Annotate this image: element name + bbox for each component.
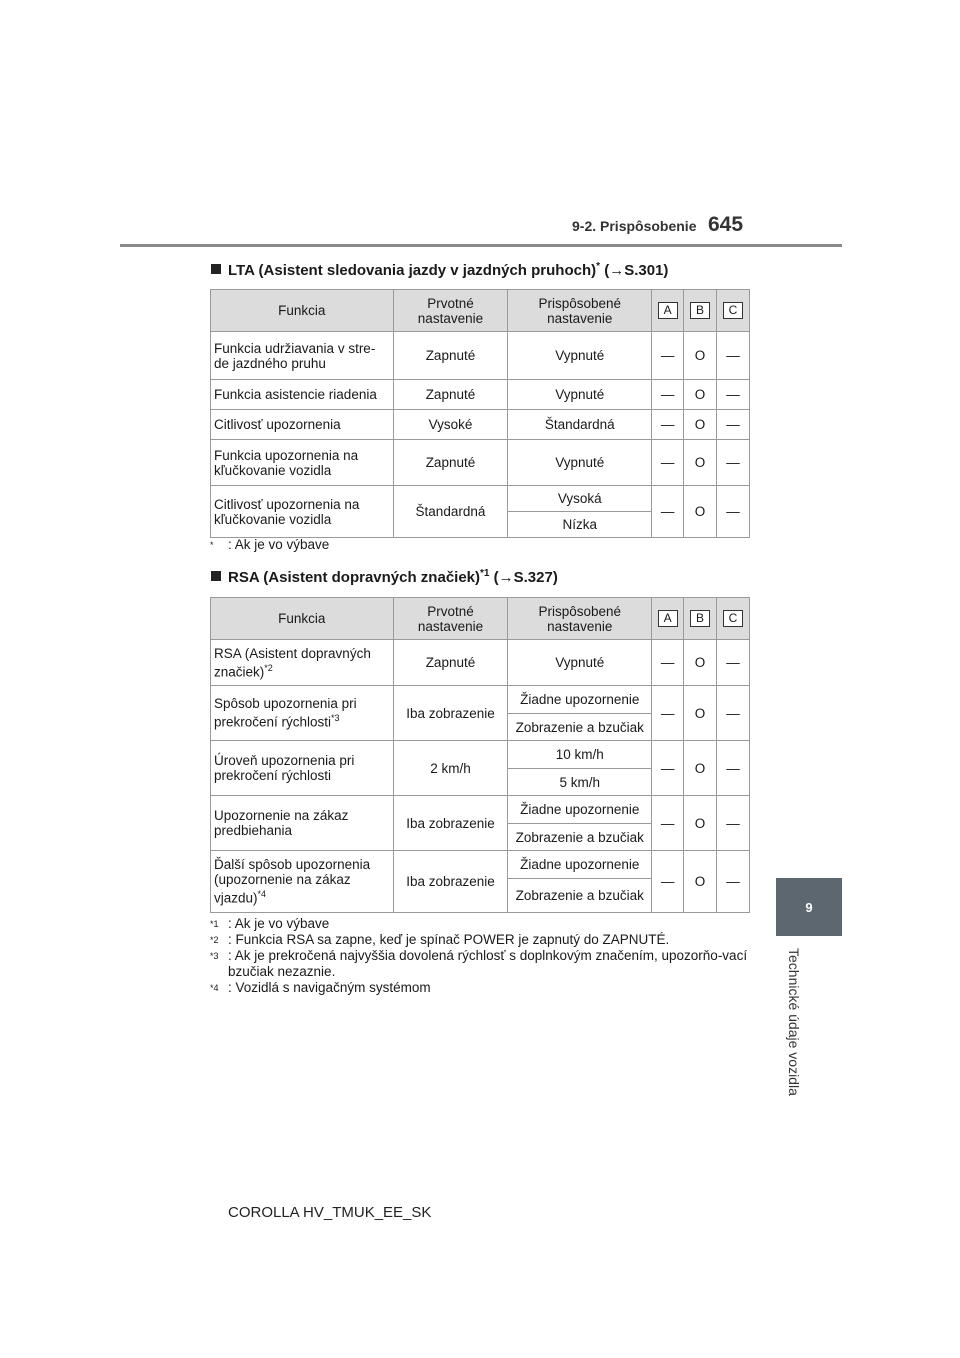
table-row: Citlivosť upozornenia na kľučkovanie vozidla Štandardná Vysoká — O — [211, 486, 750, 512]
footnote: * : Ak je vo výbave [210, 537, 330, 552]
col-header-b: B [684, 598, 717, 640]
footnote: *3 : Ak je prekročená najvyššia dovolená rýchlosť s doplnkovým značením, upozorňo-vací bzučiak nezaznie. [210, 948, 748, 979]
col-header-custom: Prispôsobené nastavenie [508, 290, 652, 332]
lta-page-ref[interactable]: (→S.301) [604, 262, 669, 279]
table-row: Zobrazenie a bzučiak [211, 879, 750, 913]
table-header-row [211, 290, 750, 332]
lta-footnotes [210, 537, 329, 553]
section-heading: 9-2. Prispôsobenie [572, 218, 697, 234]
table-row: Funkcia upozornenia na kľučkovanie vozidla Zapnuté Vypnuté — O — [211, 440, 750, 486]
col-header-function: Funkcia [211, 598, 394, 640]
col-header-a: A [652, 598, 684, 640]
col-header-c: C [717, 290, 750, 332]
table-row: Ďalší spôsob upozornenia (upozornenie na zákaz vjazdu)$^{*4}$ Iba zobrazenie Žiadne upozornenie — O — [211, 851, 750, 879]
table-row: Nízka [211, 512, 750, 538]
rsa-footnotes [210, 916, 750, 996]
footnote: *1 : Ak je vo výbave [210, 916, 330, 931]
col-header-default: Prvotné nastavenie [393, 598, 508, 640]
col-header-b: B [684, 290, 717, 332]
square-bullet-icon [211, 571, 221, 581]
rsa-title-mark: *1 [480, 568, 490, 579]
page-number: 645 [708, 213, 744, 236]
table-row: Zobrazenie a bzučiak [211, 714, 750, 741]
table-row: Citlivosť upozornenia Vysoké Štandardná — O — [211, 410, 750, 440]
col-header-a: A [652, 290, 684, 332]
table-row: Upozornenie na zákaz predbiehania Iba zobrazenie Žiadne upozornenie — O — [211, 796, 750, 824]
table-row: Funkcia asistencie riadenia Zapnuté Vypnuté — O — [211, 380, 750, 410]
chapter-side-title: Technické údaje vozidla [786, 948, 802, 1096]
footnote: *2 : Funkcia RSA sa zapne, keď je spínač POWER je zapnutý do ZAPNUTÉ. [210, 932, 670, 947]
rsa-page-ref[interactable]: (→S.327) [493, 569, 558, 586]
table-row: Úroveň upozornenia pri prekročení rýchlosti 2 km/h 10 km/h — O — [211, 741, 750, 769]
chapter-tab[interactable] [776, 878, 842, 936]
lta-title-mark: * [596, 261, 601, 272]
table-row: Spôsob upozornenia pri prekročení rýchlosti$^{*3}$ Iba zobrazenie Žiadne upozornenie — O — [211, 686, 750, 714]
col-header-custom: Prispôsobené nastavenie [508, 598, 652, 640]
lta-table [210, 289, 750, 538]
footnote: *4 : Vozidlá s navigačným systémom [210, 980, 431, 995]
col-header-function: Funkcia [211, 290, 394, 332]
document-footer: COROLLA HV_TMUK_EE_SK [228, 1204, 432, 1221]
col-header-default: Prvotné nastavenie [393, 290, 508, 332]
lta-section-title: LTA (Asistent sledovania jazdy v jazdných pruhoch)* (→S.301) [211, 261, 668, 279]
chapter-number: 9 [805, 899, 813, 915]
rsa-table [210, 597, 750, 913]
table-row: Zobrazenie a bzučiak [211, 824, 750, 851]
table-header-row [211, 598, 750, 640]
table-row: 5 km/h [211, 769, 750, 796]
header-divider [120, 244, 842, 247]
square-bullet-icon [211, 264, 221, 274]
col-header-c: C [717, 598, 750, 640]
table-row: Funkcia udržiavania v stre-de jazdného pruhu Zapnuté Vypnuté — O — [211, 332, 750, 380]
rsa-section-title: RSA (Asistent dopravných značiek)$^{*1}$ (→S.327) [211, 568, 558, 586]
table-row: RSA (Asistent dopravných značiek)$^{*2}$ Zapnuté Vypnuté — O — [211, 640, 750, 686]
